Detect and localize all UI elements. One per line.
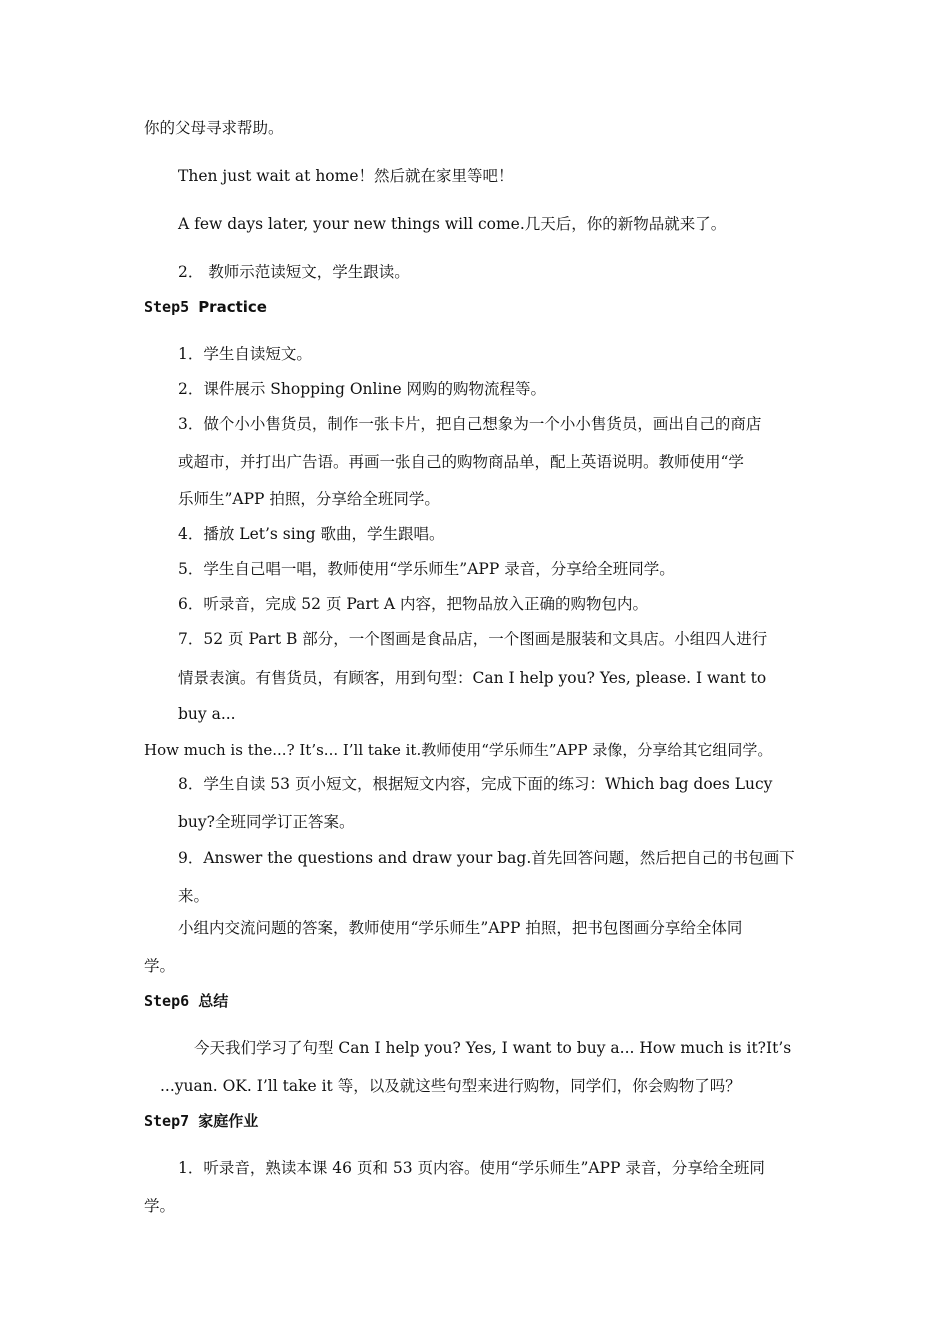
text-line: 乐师生”APP 拍照，分享给全班同学。 <box>178 490 440 508</box>
text-line: A few days later, your new things will come.几天后，你的新物品就来了。 <box>178 215 727 233</box>
text-line: ...yuan. OK. I’ll take it 等，以及就这些句型来进行购物，同学们，你会购物了吗？ <box>160 1077 741 1095</box>
list-item: 5．学生自己唱一唱，教师使用“学乐师生”APP 录音，分享给全班同学。 <box>178 560 675 578</box>
list-item: 7．52 页 Part B 部分，一个图画是食品店，一个图画是服装和文具店。小组四人进行 <box>178 630 768 648</box>
text-line: buy a... <box>178 705 236 723</box>
list-item: 9．Answer the questions and draw your bag.首先回答问题，然后把自己的书包画下 <box>178 849 795 867</box>
step-label: Step6 <box>144 992 190 1010</box>
list-item: 8．学生自读 53 页小短文，根据短文内容，完成下面的练习：Which bag does Lucy <box>178 775 773 793</box>
list-item: 6．听录音，完成 52 页 Part A 内容，把物品放入正确的购物包内。 <box>178 595 649 613</box>
step-title: Practice <box>198 298 267 316</box>
list-item: 1．听录音，熟读本课 46 页和 53 页内容。使用“学乐师生”APP 录音，分享给全班同 <box>178 1159 765 1177</box>
text-line: 小组内交流问题的答案，教师使用“学乐师生”APP 拍照，把书包图画分享给全体同 <box>178 919 743 937</box>
text-line: buy?全班同学订正答案。 <box>178 813 355 831</box>
list-item: 2．课件展示 Shopping Online 网购的购物流程等。 <box>178 380 547 398</box>
step-title: 家庭作业 <box>198 1112 259 1130</box>
step6-heading <box>144 991 228 1011</box>
text-line: 你的父母寻求帮助。 <box>144 119 284 137</box>
text-line: 或超市，并打出广告语。再画一张自己的购物商品单，配上英语说明。教师使用“学 <box>178 453 744 471</box>
step5-heading <box>144 297 267 317</box>
text-line: 2． 教师示范读短文，学生跟读。 <box>178 263 410 281</box>
text-line: 今天我们学习了句型 Can I help you? Yes, I want to buy a... How much is it?It’s <box>194 1039 792 1057</box>
step-label: Step5 <box>144 298 190 316</box>
step7-heading <box>144 1111 258 1131</box>
step-label: Step7 <box>144 1112 190 1130</box>
text-line: 来。 <box>178 887 210 905</box>
list-item: 4．播放 Let’s sing 歌曲，学生跟唱。 <box>178 525 445 543</box>
text-line: How much is the...? It’s... I’ll take it.教师使用“学乐师生”APP 录像，分享给其它组同学。 <box>144 741 773 759</box>
list-item: 3．做个小小售货员，制作一张卡片，把自己想象为一个小小售货员，画出自己的商店 <box>178 415 762 433</box>
text-line: 情景表演。有售货员，有顾客，用到句型：Can I help you? Yes, please. I want to <box>178 669 767 687</box>
text-line: Then just wait at home！然后就在家里等吧！ <box>178 167 514 185</box>
list-item: 1．学生自读短文。 <box>178 345 312 363</box>
text-line: 学。 <box>144 1197 176 1215</box>
text-line: 学。 <box>144 957 176 975</box>
step-title: 总结 <box>198 992 229 1010</box>
